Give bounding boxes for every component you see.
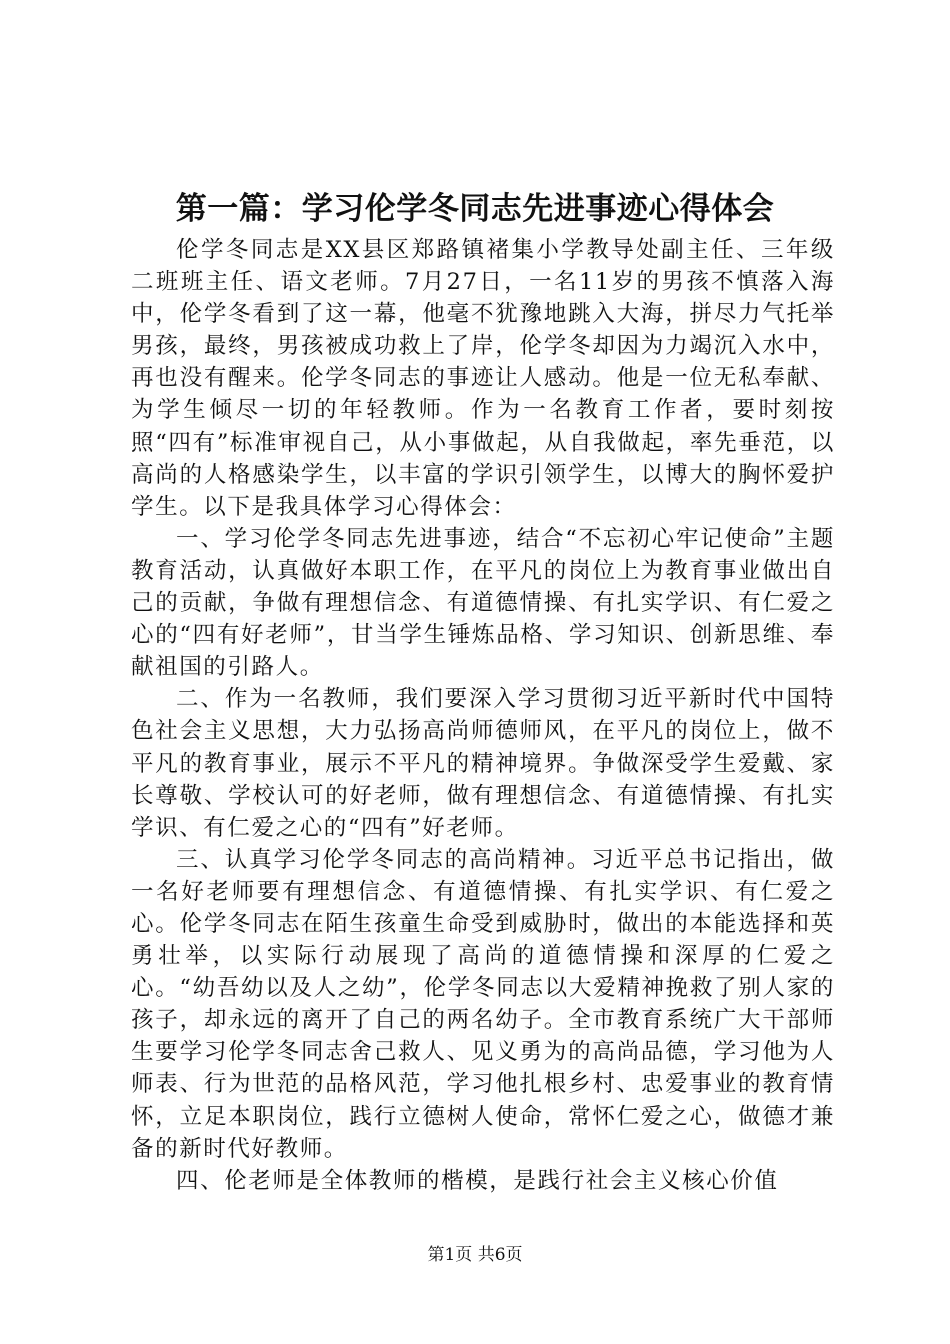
paragraph-point-1: 一、学习伦学冬同志先进事迹，结合“不忘初心牢记使命”主题教育活动，认真做好本职工作，在平凡的岗位上为教育事业做出自己的贡献，争做有理想信念、有道德情操、有扎实学识、有仁爱之心的“四有好老师”，甘当学生锤炼品格、学习知识、创新思维、奉献祖国的引路人。: [131, 525, 835, 681]
paragraph-point-2: 二、作为一名教师，我们要深入学习贯彻习近平新时代中国特色社会主义思想，大力弘扬高尚师德师风，在平凡的岗位上，做不平凡的教育事业，展示不平凡的精神境界。争做深受学生爱戴、家长尊敬、学校认可的好老师，做有理想信念、有道德情操、有扎实学识、有仁爱之心的“四有”好老师。: [131, 686, 835, 841]
paragraph-point-4: 四、伦老师是全体教师的楷模，是践行社会主义核心价值: [176, 1167, 779, 1194]
paragraph-point-3: 三、认真学习伦学冬同志的高尚精神。习近平总书记指出，做一名好老师要有理想信念、有道德情操、有扎实学识、有仁爱之心。伦学冬同志在陌生孩童生命受到威胁时，做出的本能选择和英勇壮举，以实际行动展现了高尚的道德情操和深厚的仁爱之心。“幼吾幼以及人之幼”，伦学冬同志以大爱精神挽救了别人家的孩子，却永远的离开了自己的两名幼子。全市教育系统广大干部师生要学习伦学冬同志舍己救人、见义勇为的高尚品德，学习他为人师表、行为世范的品格风范，学习他扎根乡村、忠爱事业的教育情怀，立足本职岗位，践行立德树人使命，常怀仁爱之心，做德才兼备的新时代好教师。: [131, 846, 835, 1162]
document-body: [131, 234, 835, 1197]
page-title: 第一篇：学习伦学冬同志先进事迹心得体会: [175, 191, 775, 227]
page-number-footer: 第1页 共6页: [427, 1245, 523, 1265]
paragraph-intro: 伦学冬同志是XX县区郑路镇褚集小学教导处副主任、三年级二班班主任、语文老师。7月27日，一名11岁的男孩不慎落入海中，伦学冬看到了这一幕，他毫不犹豫地跳入大海，拼尽力气托举男孩，最终，男孩被成功救上了岸，伦学冬却因为力竭沉入水中，再也没有醒来。伦学冬同志的事迹让人感动。他是一位无私奉献、为学生倾尽一切的年轻教师。作为一名教育工作者，要时刻按照“四有”标准审视自己，从小事做起，从自我做起，率先垂范，以高尚的人格感染学生，以丰富的学识引领学生，以博大的胸怀爱护学生。以下是我具体学习心得体会：: [131, 237, 835, 520]
